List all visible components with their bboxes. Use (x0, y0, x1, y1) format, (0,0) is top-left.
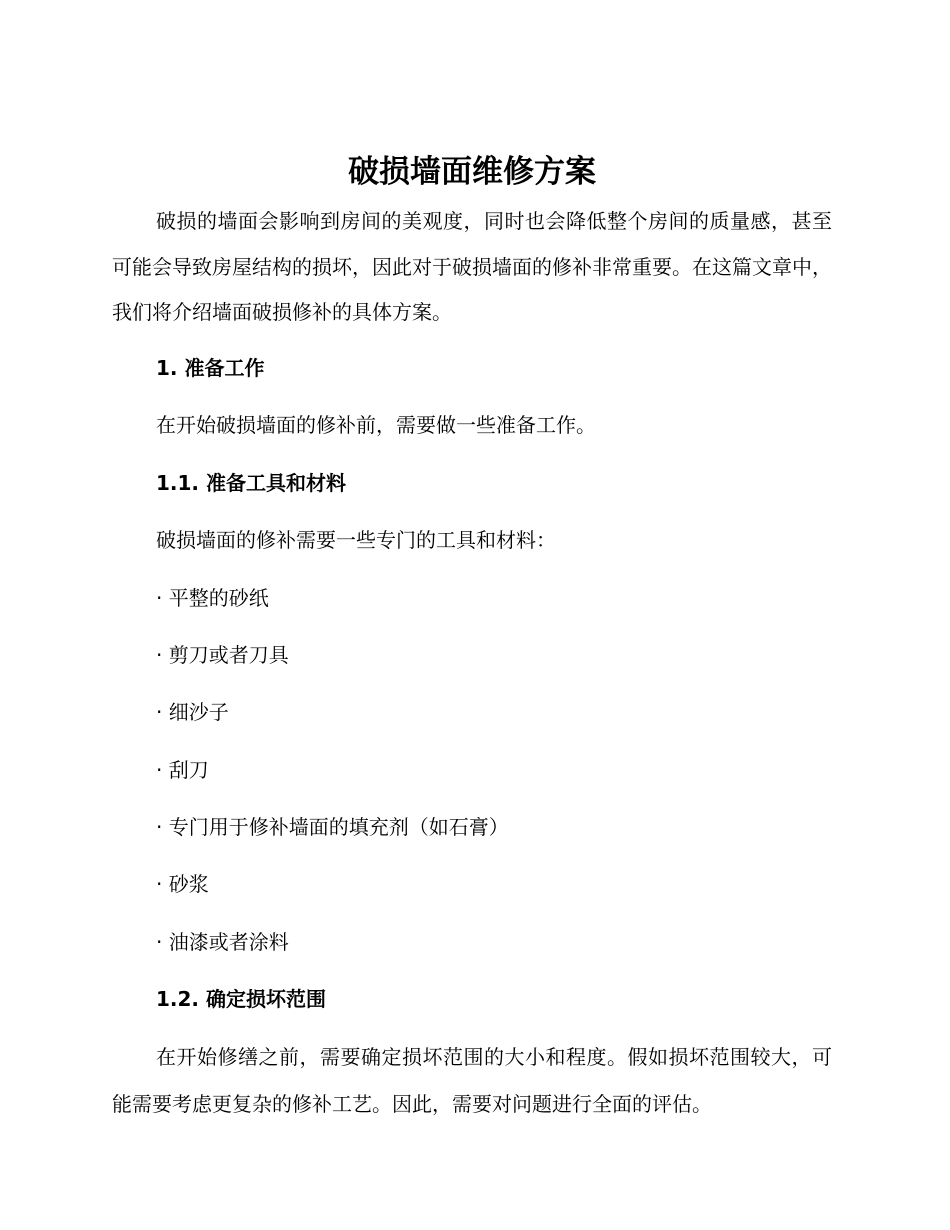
section-1-heading: 1. 准备工作 (156, 356, 265, 380)
list-item: · 刮刀 (156, 758, 209, 782)
list-item: · 专门用于修补墙面的填充剂（如石膏） (156, 815, 509, 839)
page-title: 破损墙面维修方案 (348, 154, 596, 190)
section-1-2-text: 在开始修缮之前，需要确定损坏范围的大小和程度。假如损坏范围较大，可能需要考虑更复杂的修补工艺。因此，需要对问题进行全面的评估。 (112, 1045, 832, 1116)
intro-paragraph: 破损的墙面会影响到房间的美观度，同时也会降低整个房间的质量感，甚至可能会导致房屋结构的损坏，因此对于破损墙面的修补非常重要。在这篇文章中，我们将介绍墙面破损修补的具体方案。 (112, 209, 832, 324)
list-item: · 油漆或者涂料 (156, 930, 289, 954)
section-1-text: 在开始破损墙面的修补前，需要做一些准备工作。 (156, 413, 596, 437)
section-1-2-heading: 1.2. 确定损坏范围 (156, 987, 326, 1011)
section-1-1-text: 破损墙面的修补需要一些专门的工具和材料： (156, 528, 556, 552)
section-1-1-heading: 1.1. 准备工具和材料 (156, 471, 346, 495)
list-item: · 平整的砂纸 (156, 586, 269, 610)
list-item: · 砂浆 (156, 872, 209, 896)
list-item: · 剪刀或者刀具 (156, 643, 289, 667)
list-item: · 细沙子 (156, 700, 229, 724)
